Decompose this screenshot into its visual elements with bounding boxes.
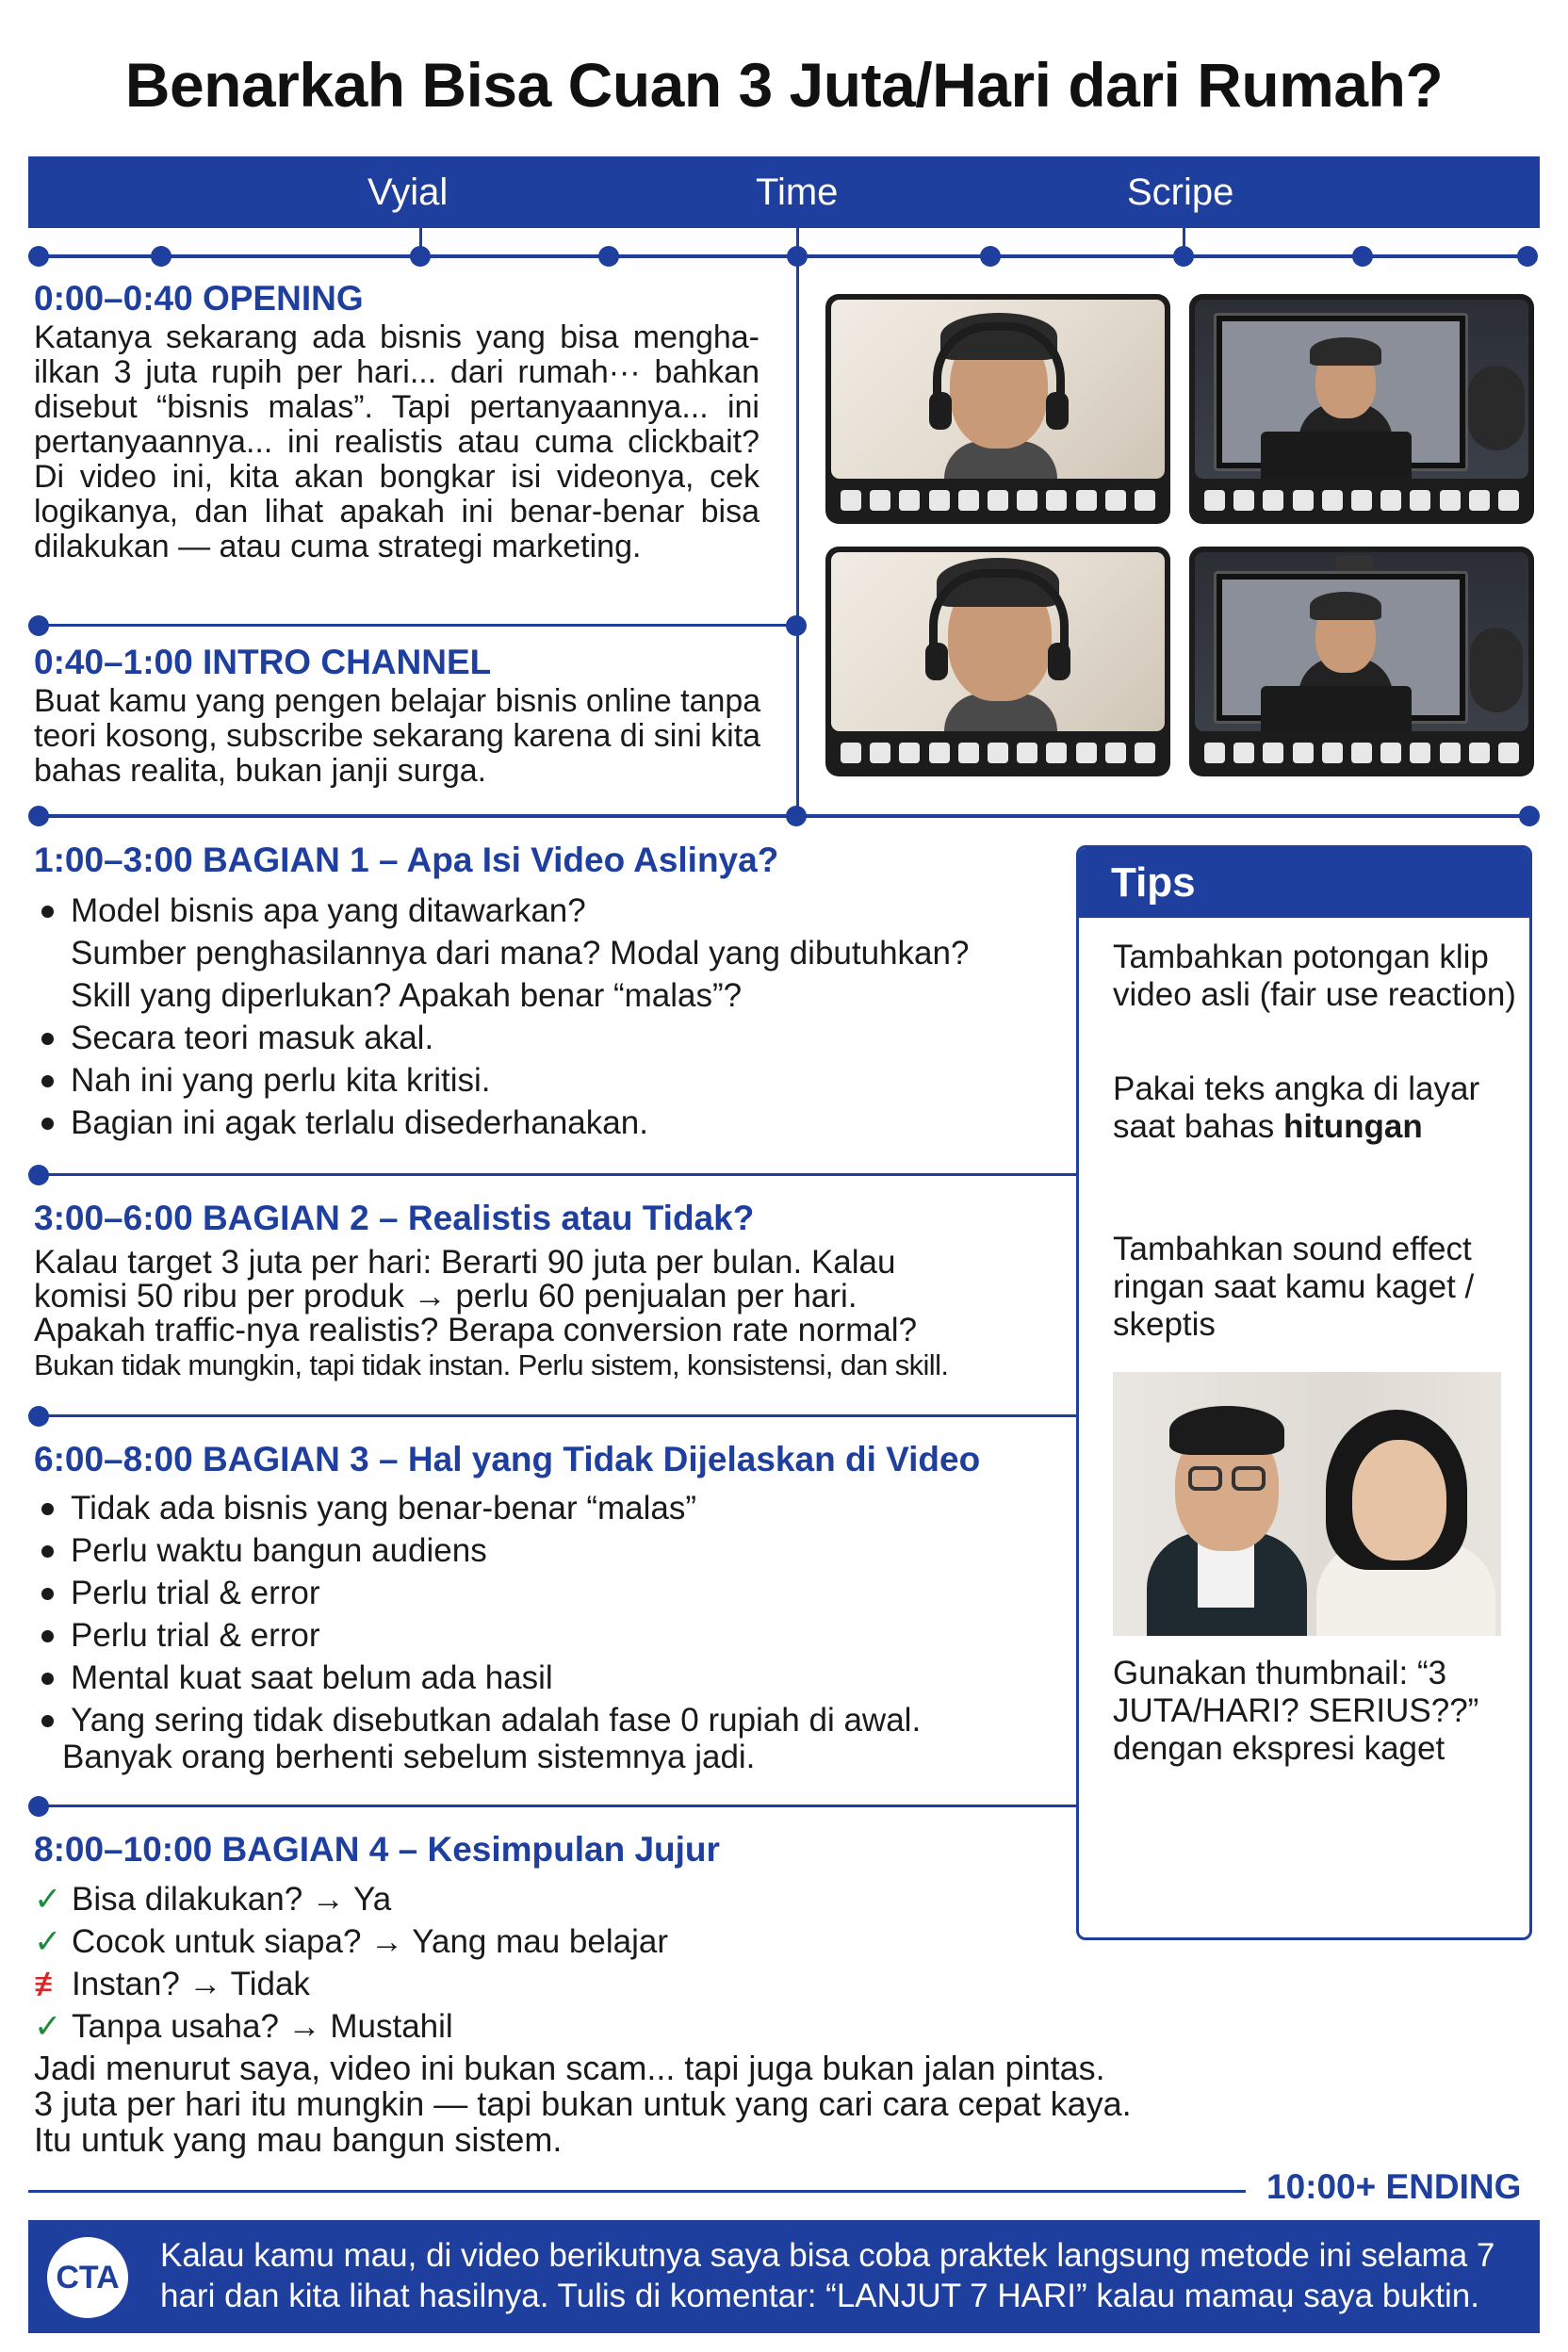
video-thumbnail-3[interactable] (825, 547, 1170, 776)
opening-text: Katanya sekarang ada bisnis yang bisa mengha-ilkan 3 juta rupih per hari... dari rumah··· bahkan disebut “bisnis malas”. Tapi pertanyaannya... ini pertanyaannya... ini realistis atau cuma clickbait? Di video ini, kita akan bongkar isi videonya, cek logikanya, dan lihat apakah ini benar-benar bisa dilakukan — atau cuma strategi marketing. (34, 319, 760, 564)
list-item: Bagian ini agak terlalu disederhanakan. (38, 1102, 1065, 1144)
intro-heading: 0:40–1:00 INTRO CHANNEL (34, 643, 492, 681)
bagian2-line1: Kalau target 3 juta per hari: Berarti 90 juta per bulan. Kalau (34, 1244, 896, 1281)
checklist-item: ✓ Tanpa usaha? → Mustahil (34, 2005, 668, 2048)
list-item: Yang sering tidak disebutkan adalah fase 0 rupiah di awal. (38, 1699, 1065, 1741)
timeline-dot (151, 246, 172, 267)
bagian4-line1: Jadi menurut saya, video ini bukan scam... tapi juga bukan jalan pintas. (34, 2049, 1105, 2087)
bagian4-heading: 8:00–10:00 BAGIAN 4 – Kesimpulan Jujur (34, 1830, 720, 1869)
list-item: Perlu trial & error (38, 1614, 1065, 1657)
bagian4-line3: Itu untuk yang mau bangun sistem. (34, 2120, 563, 2159)
timeline-mid-line (38, 814, 1532, 818)
opening-divider (38, 624, 797, 627)
timeline-dot (1519, 806, 1540, 826)
checklist-item: ✓ Bisa dilakukan? → Ya (34, 1878, 668, 1920)
timeline-top-line (38, 254, 1532, 258)
checklist-item: ≢ Instan? → Tidak (34, 1963, 668, 2005)
timeline-tick (419, 228, 422, 256)
bagian4-line2: 3 juta per hari itu mungkin — tapi bukan untuk yang cari cara cepat kaya. (34, 2084, 1132, 2123)
check-icon: ✓ (34, 1881, 62, 1918)
bagian4-checklist (34, 1878, 668, 2048)
ending-line (28, 2190, 1246, 2193)
filmstrip (841, 743, 1155, 765)
cta-text: Kalau kamu mau, di video berikutnya saya bisa coba praktek langsung metode ini selama 7 hari dan kita lihat hasilnya. Tulis di komentar: “LANJUT 7 HARI” kalau mamaụ saya buktin. (160, 2237, 1495, 2314)
tip-3: Tambahkan sound effect ringan saat kamu kaget / skeptis (1113, 1231, 1475, 1343)
video-thumbnail-1[interactable] (825, 294, 1170, 524)
cta-bar (28, 2220, 1540, 2333)
section-divider (38, 1805, 1076, 1807)
video-thumbnail-4[interactable] (1189, 547, 1534, 776)
bagian2-line3: Apakah traffic-nya realistis? Berapa conversion rate normal? (34, 1312, 918, 1348)
tips-heading: Tips (1079, 848, 1529, 918)
timeline-dot (786, 615, 807, 636)
header-col-scripe: Scripe (1127, 172, 1234, 213)
timeline-dot (28, 615, 49, 636)
timeline-dot (786, 806, 807, 826)
bagian2-line2: komisi 50 ribu per produk → perlu 60 penjualan per hari. (34, 1278, 858, 1315)
section-divider (38, 1414, 1076, 1417)
list-item: Perlu trial & error (38, 1572, 1065, 1614)
timeline-dot (28, 1406, 49, 1427)
bagian3-list (38, 1487, 1065, 1741)
header-col-time: Time (756, 172, 839, 213)
timeline-dot (28, 806, 49, 826)
ending-label: 10:00+ ENDING (1266, 2167, 1522, 2206)
timeline-dot (598, 246, 619, 267)
thumbnail-example-photo (1113, 1372, 1501, 1636)
list-item: Skill yang diperlukan? Apakah benar “malas”? (71, 977, 743, 1014)
timeline-dot (28, 1165, 49, 1185)
bagian1-heading: 1:00–3:00 BAGIAN 1 – Apa Isi Video Aslinya? (34, 841, 779, 879)
bagian2-line4: Bukan tidak mungkin, tapi tidak instan. Perlu sistem, konsistensi, dan skill. (34, 1348, 949, 1381)
bagian3-heading: 6:00–8:00 BAGIAN 3 – Hal yang Tidak Dijelaskan di Video (34, 1440, 981, 1478)
section-divider (38, 1173, 1076, 1176)
tip-1: Tambahkan potongan klip video asli (fair use reaction) (1113, 939, 1516, 1013)
bagian1-list (38, 890, 1065, 1144)
timeline-dot (28, 1796, 49, 1817)
column-divider (796, 256, 799, 816)
timeline-dot (1517, 246, 1538, 267)
intro-text: Buat kamu yang pengen belajar bisnis online tanpa teori kosong, subscribe sekarang karena di sini kita bahas realita, bukan janji surga. (34, 683, 761, 789)
list-item: Tidak ada bisnis yang benar-benar “malas” (38, 1487, 1065, 1529)
filmstrip (1204, 490, 1519, 513)
tip-2: Pakai teks angka di layar saat bahas hitungan (1113, 1070, 1480, 1145)
checklist-item: ✓ Cocok untuk siapa? → Yang mau belajar (34, 1920, 668, 1963)
list-item: Model bisnis apa yang ditawarkan? (38, 890, 1065, 932)
tip-4: Gunakan thumbnail: “3 JUTA/HARI? SERIUS??” dengan ekspresi kaget (1113, 1655, 1479, 1767)
timeline-dot (1352, 246, 1373, 267)
tips-panel (1076, 845, 1532, 1940)
list-item: Secara teori masuk akal. (38, 1017, 1065, 1059)
list-item: Sumber penghasilannya dari mana? Modal yang dibutuhkan? (71, 935, 970, 972)
header-col-vyial: Vyial (368, 172, 449, 213)
list-item: Perlu waktu bangun audiens (38, 1529, 1065, 1572)
check-icon: ✓ (34, 2008, 62, 2045)
check-icon: ✓ (34, 1923, 62, 1960)
timeline-dot (980, 246, 1001, 267)
list-item: Nah ini yang perlu kita kritisi. (38, 1059, 1065, 1102)
filmstrip (841, 490, 1155, 513)
timeline-tick (1183, 228, 1185, 256)
list-item: Mental kuat saat belum ada hasil (38, 1657, 1065, 1699)
video-thumbnail-2[interactable] (1189, 294, 1534, 524)
bagian3-note: Banyak orang berhenti sebelum sistemnya jadi. (62, 1739, 756, 1775)
opening-heading: 0:00–0:40 OPENING (34, 279, 364, 318)
timeline-tick (796, 228, 799, 256)
cross-icon: ≢ (34, 1966, 67, 2002)
cta-badge: CTA (47, 2237, 128, 2318)
page-title: Benarkah Bisa Cuan 3 Juta/Hari dari Rumah? (124, 50, 1444, 120)
filmstrip (1204, 743, 1519, 765)
header-bar (28, 156, 1540, 228)
timeline-dot (28, 246, 49, 267)
bagian2-heading: 3:00–6:00 BAGIAN 2 – Realistis atau Tidak? (34, 1199, 755, 1237)
